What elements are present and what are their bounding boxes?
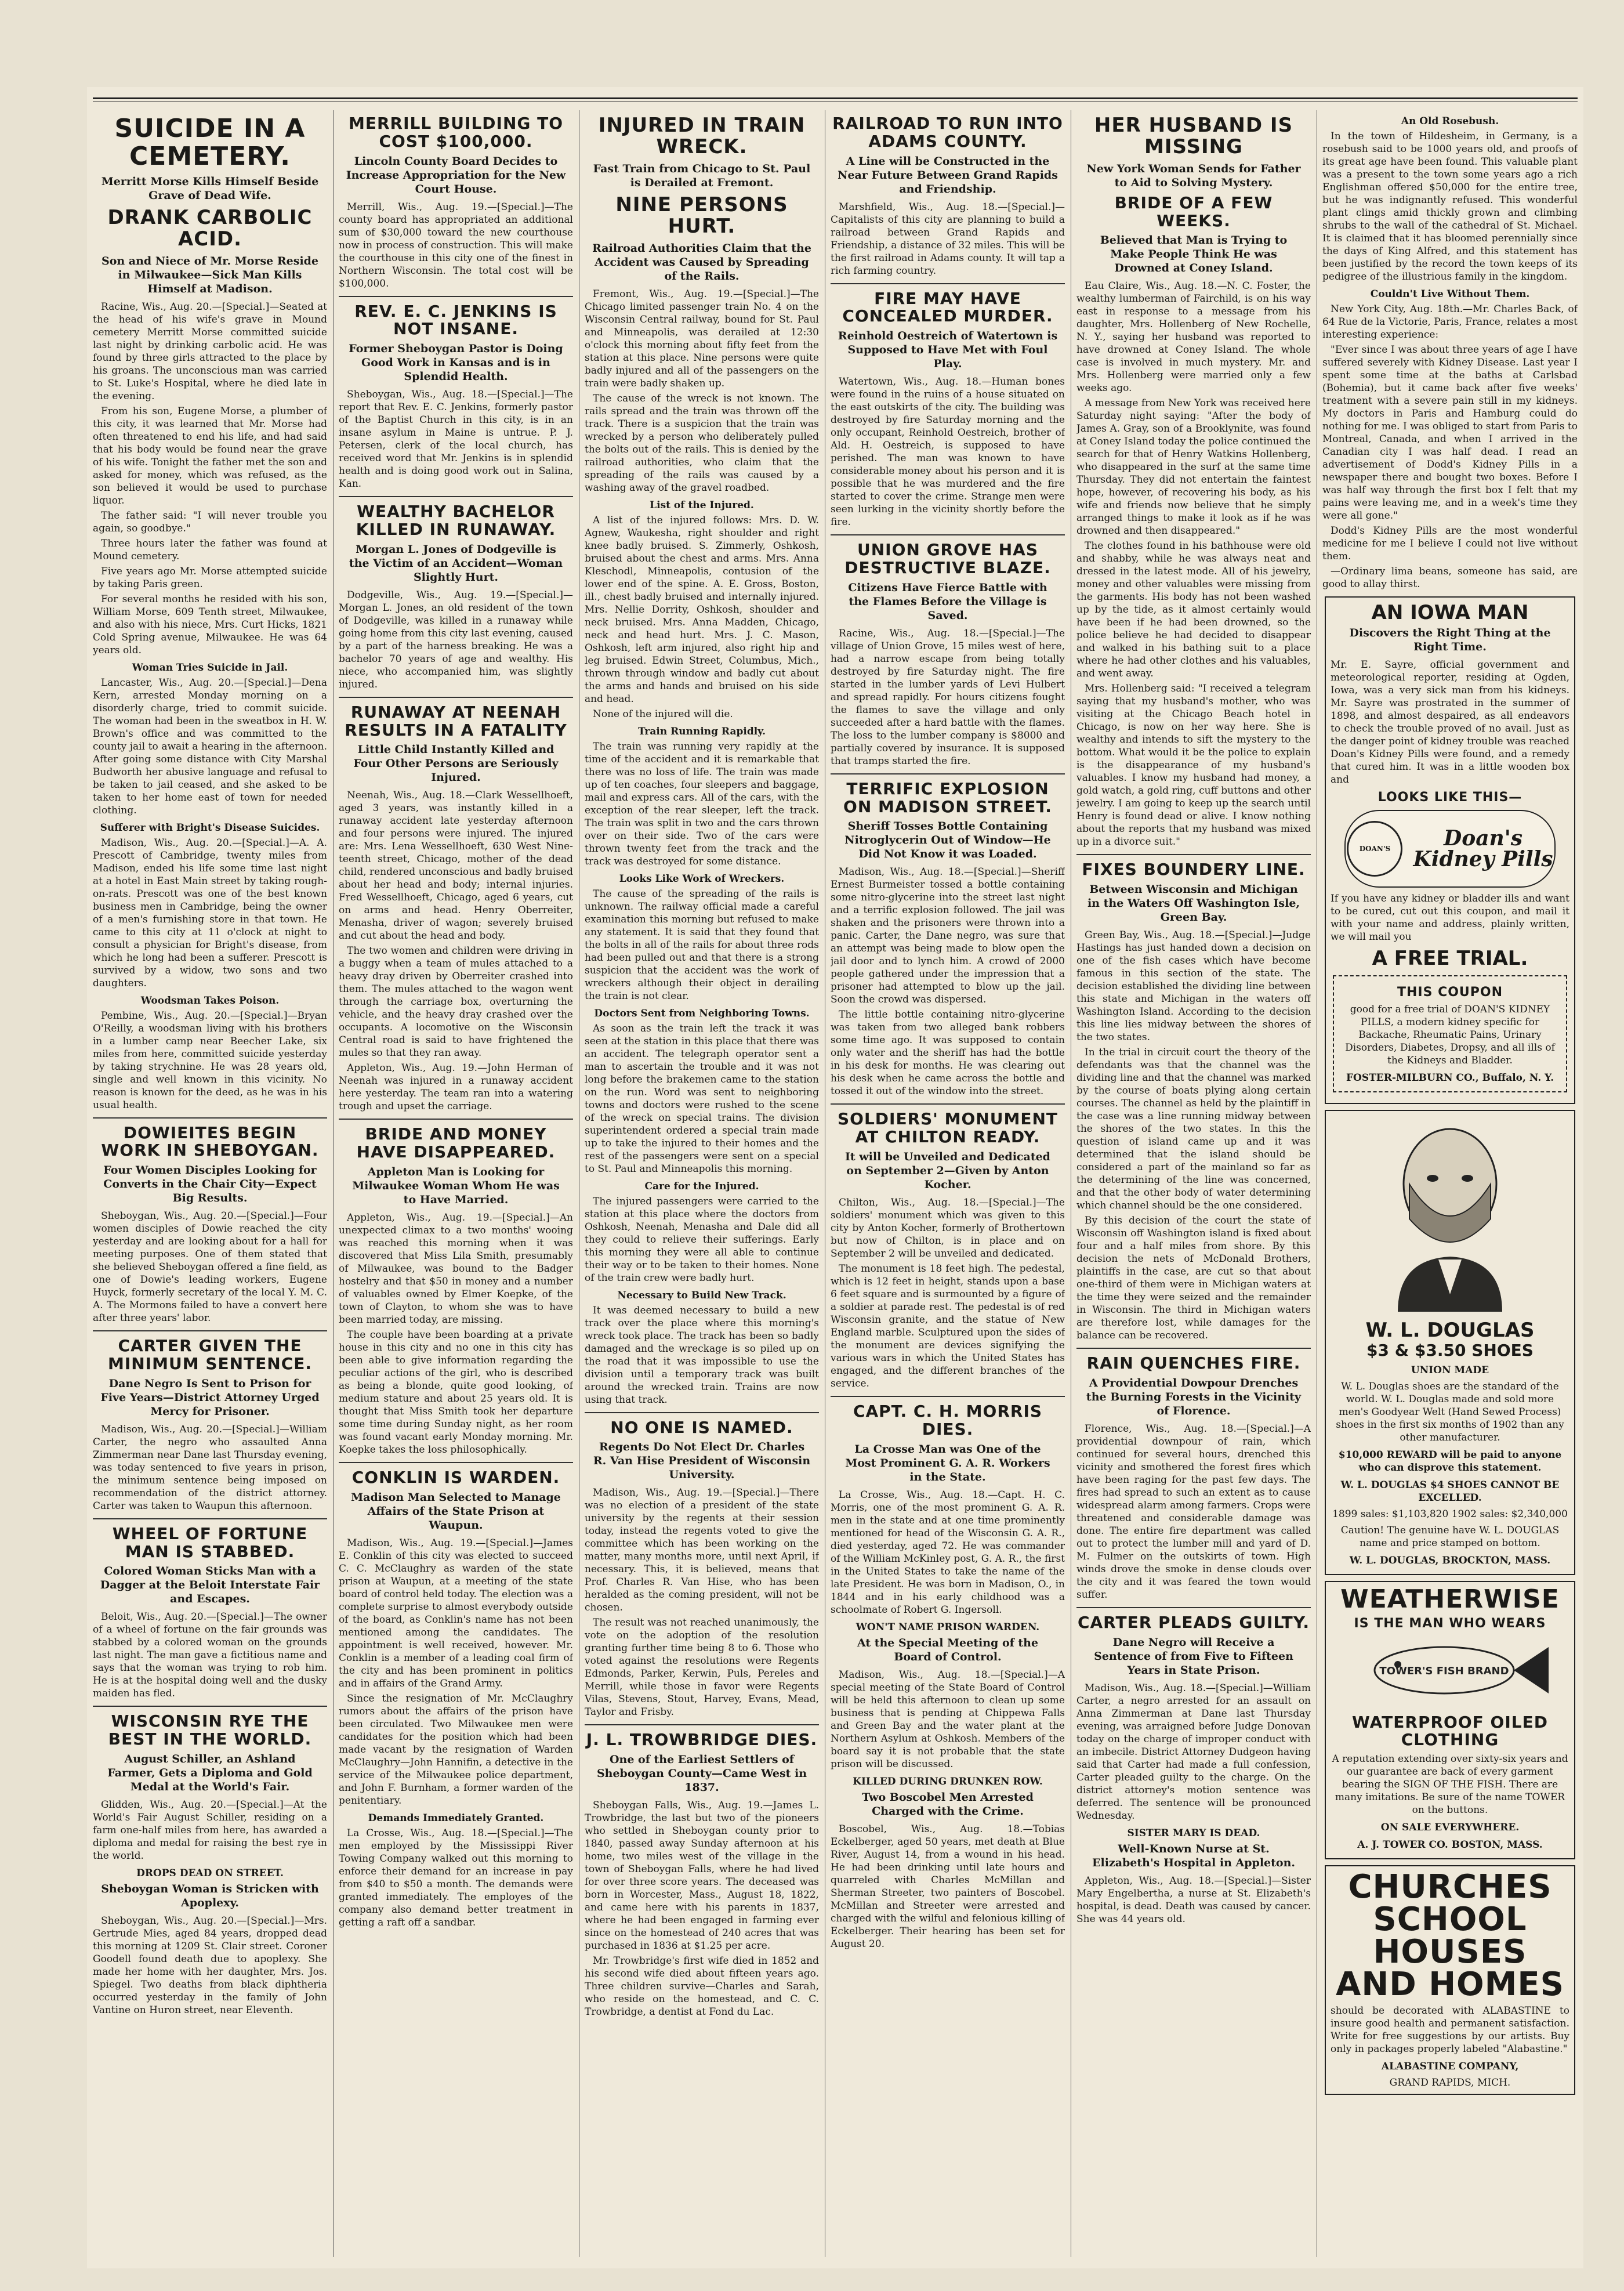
headline: SUICIDE IN A CEMETERY. [114,114,306,172]
divider [339,1119,573,1120]
newspaper-page [87,87,1583,2268]
ad-text: If you have any kidney or bladder ills and want to be cured, cut out this coupon, and mail it with your name and address, plainly written, we will mail you [1331,892,1569,943]
deck: At the Special Meeting of the Board of Control. [857,1636,1039,1663]
paragraph: The couple have been boarding at a private house in this city and no one in this city has been able to give information regarding the peculiar actions of the girl, who is described as being a blonde, quite good looking, of medium stature and about 25 years old. It is thought that Miss Smith took her departure some time during Sunday night, as her room was found vacant early Monday morning. Mr. Koepke takes the loss philosophically. [339,1329,573,1456]
ad-footer: W. L. DOUGLAS, BROCKTON, MASS. [1349,1555,1551,1567]
deck: Fast Train from Chicago to St. Paul is Derailed at Fremont. [593,162,811,189]
ad-heading: LOOKS LIKE THIS— [1378,790,1522,805]
ad-line: WATERPROOF OILED CLOTHING [1352,1712,1548,1750]
paragraph: Appleton, Wis., Aug. 18.—[Special.]—Sister Mary Engelbertha, a nurse at St. Elizabeth's hospital, is dead. Death was caused by cancer. She was 44 years old. [1076,1874,1311,1925]
divider [585,1724,819,1725]
subhead: Couldn't Live Without Them. [1370,288,1530,300]
headline: CAPT. C. H. MORRIS DIES. [853,1401,1043,1439]
headline: DRANK CARBOLIC ACID. [107,205,313,251]
paragraph: The cause of the spreading of the rails is unknown. The railway official made a careful examination this morning but refused to make any statement. It is said that they found that the bolts in all of the rails for about three rods had been pulled out and that there is a strong suspicion that the accident was the work of wreckers although their object in derailing the train is not clear. [585,888,819,1002]
divider [831,283,1065,284]
ad-text: W. L. Douglas shoes are the standard of the world. W. L. Douglas made and sold more men's Goodyear Welt (Hand Sewed Process) shoes in the first six months of 1902 than any other manufacturer. [1336,1381,1564,1444]
deck: Between Wisconsin and Michigan in the Waters Off Washington Isle, Green Bay. [1087,883,1300,924]
paragraph: Mrs. Hollenberg said: "I received a telegram saying that my husband's mother, who was visiting at the Chicago Beach hotel in Chicago, is now on her way here. She is wealthy and intends to sift the mystery to the bottom. What would it be the police to explain is the disappearance of my husband's valuables. I know my husband had money, a gold watch, a gold ring, cuff buttons and other jewelry. I am going to keep up the search until Henry is found dead or alive. I know nothing about the reports that my husband was mixed up in a divorce suit." [1076,683,1311,848]
paragraph: Merrill, Wis., Aug. 19.—[Special.]—The county board has appropriated an additional sum of $30,000 toward the new courthouse now in process of construction. This will make the courthouse in this city one of the finest in Northern Wisconsin. The total cost will be $100,000. [339,201,573,289]
subhead: DROPS DEAD ON STREET. [136,1867,284,1879]
deck: Railroad Authorities Claim that the Accident was Caused by Spreading of the Rails. [592,241,811,283]
paragraph: Pembine, Wis., Aug. 20.—[Special.]—Bryan O'Reilly, a woodsman living with his brothers in a lumber camp near Beecher Lake, six miles from here, committed suicide yesterday by taking strychnine. He was 28 years old, single and well known in this vicinity. No reason is known for the deed, as he was in his usual health. [93,1009,327,1111]
deck: A Providential Dowpour Drenches the Burning Forests in the Vicinity of Florence. [1086,1376,1302,1417]
pill-seal-icon: DOAN'S [1347,821,1402,877]
deck: August Schiller, an Ashland Farmer, Gets a Diploma and Gold Medal at the World's Fair. [107,1752,313,1793]
price-text: W. L. DOUGLAS $4 SHOES CANNOT BE EXCELLED. [1340,1479,1560,1504]
column-3 [585,110,819,2257]
paragraph: Chilton, Wis., Aug. 18.—[Special.]—The soldiers' monument which was given to this city by Anton Kocher, formerly of Brothertown but now of Chilton, is in place and on September 2 will be unveiled and dedicated. [831,1196,1065,1259]
ad-title: AN IOWA MAN [1371,601,1529,624]
divider [1076,1348,1311,1349]
deck: Dane Negro will Receive a Sentence of from Five to Fifteen Years in State Prison. [1094,1635,1293,1677]
ad-line: IS THE MAN WHO WEARS [1354,1616,1546,1631]
headline: CARTER GIVEN THE MINIMUM SENTENCE. [107,1336,313,1373]
headline: UNION GROVE HAS DESTRUCTIVE BLAZE. [844,540,1051,577]
paragraph: Boscobel, Wis., Aug. 18.—Tobias Eckelberger, aged 50 years, met death at Blue River, August 14, from a wound in his head. He had been drinking until late hours and quarreled with Charles McMillan and Sherman Streeter, two painters of Boscobel. McMillan and Streeter were arrested and charged with the wilful and felonious killing of Eckelberger. Their hearing has been set for August 20. [831,1823,1065,1950]
paragraph: "Ever since I was about three years of age I have suffered severely with Kidney Disease. Last year I spent some time at the baths at Carlsbad (Bohemia), but it came back after five weeks' treatment with a severe pain still in my kidneys. My doctors in Paris and Hamburg could do nothing for me. I was obliged to start from Paris to Montreal, Canada, and when I arrived in the Canadian city I was half dead. I read an advertisement of Dodd's Kidney Pills in a newspaper there and bought two boxes. Before I was half way through the first box I felt that my pains were leaving me, and in a week's time they were all gone." [1322,344,1578,522]
ad-footer: ALABASTINE COMPANY, [1381,2061,1519,2073]
deck: Madison Man Selected to Manage Affairs of the State Prison at Waupun. [351,1490,561,1532]
paragraph: The injured passengers were carried to the station at this place where the doctors from Oshkosh, Neenah, Menasha and Dale did all they could to relieve their sufferings. Early this morning they were all able to continue their way or to be taken to their homes. None of the train crew were badly hurt. [585,1195,819,1284]
deck: Reinhold Oestreich of Watertown is Supposed to Have Met with Foul Play. [838,330,1058,371]
paragraph: Florence, Wis., Aug. 18.—[Special.]—A providential downpour of rain, which continued for several hours, drenched this vicinity and smothered the forest fires which have been raging for the past few days. The fires had spread to such an extent as to cause widespread alarm among farmers. Crops were threatened and considerable damage was done. The entire fire department was called out to protect the lumber mill and yard of D. M. Fulmer on the outskirts of town. High winds drove the smoke in dense clouds over the city and it was feared the town would suffer. [1076,1423,1311,1601]
subhead: WON'T NAME PRISON WARDEN. [855,1621,1040,1633]
paragraph: The little bottle containing nitro-glycerine was taken from two alleged bank robbers some time ago. It was supposed to contain only water and the sheriff has had the bottle in his desk for months. He was clearing out his desk when he came across the bottle and tossed it out of the window into the street. [831,1009,1065,1098]
subhead: Train Running Rapidly. [637,725,766,737]
headline: REV. E. C. JENKINS IS NOT INSANE. [354,301,557,339]
paragraph: A list of the injured follows: Mrs. D. W. Agnew, Waukesha, right shoulder and right knee badly bruised. S. Zimmerly, Oshkosh, bruised about the chest and arms. Mrs. Anna Kleschodl, Minneapolis, contusion of the lower end of the spine. A. E. Gross, Boston, ill., chest badly bruised and internally injured. Mrs. Nellie Dorrity, Oshkosh, shoulder and neck bruised. Mrs. Anna Madden, Chicago, neck and head hurt. Mrs. J. C. Mason, Oshkosh, left arm injured, also right hip and leg bruised. Edwin Street, Columbus, Mich., thrown through window and badly cut about the arms and hands and bruised on his side and head. [585,514,819,705]
paragraph: Since the resignation of Mr. McClaughry rumors about the affairs of the prison have been circulated. Two Milwaukee men were candidates for the position which had been made vacant by the resignation of Warden McClaughry—John Hannifin, a detective in the service of the Milwaukee police department, and John F. Burnham, a former warden of the penitentiary. [339,1692,573,1807]
ad-city: GRAND RAPIDS, MICH. [1389,2077,1511,2089]
paragraph: As soon as the train left the track it was seen at the station in this place that there was an accident. The telegraph operator sent a man to ascertain the trouble and it was not long before the brakemen came to the station on the run. Word was sent to neighboring towns and doctors were rushed to the scene of the wreck on special trains. The division superintendent ordered a special train made up to take the injured to their homes and the rest of the passengers were sent on a special to St. Paul and Minneapolis this morning. [585,1022,819,1175]
caution-text: Caution! The genuine have W. L. DOUGLAS name and price stamped on bottom. [1340,1525,1560,1550]
advertisement-alabastine [1325,1865,1575,2095]
paragraph: Sheboygan, Wis., Aug. 20.—[Special.]—Four women disciples of Dowie reached the city yesterday and are looking about for a hall for meeting purposes. One of them stated that she believed Sheboygan offered a fine field, as one of Dowie's leading workers, Eugene Huyck, formerly secretary of the local Y. M. C. A. The Mormons failed to have a convert here after three years' labor. [93,1210,327,1324]
deck: Little Child Instantly Killed and Four Other Persons are Seriously Injured. [353,743,559,784]
portrait-illustration [1363,1120,1537,1312]
headline: MERRILL BUILDING TO COST $100,000. [348,114,564,151]
top-rule-thin [93,101,1578,102]
paragraph: Racine, Wis., Aug. 20.—[Special.]—Seated at the head of his wife's grave in Mound cemetery Merritt Morse committed suicide last night by drinking carbolic acid. He was found by three girls attracted to the place by his groans. The unconscious man was carried to St. Luke's Hospital, where he died late in the evening. [93,301,327,402]
coupon[interactable] [1333,975,1567,1092]
paragraph: Beloit, Wis., Aug. 20.—[Special.]—The owner of a wheel of fortune on the fair grounds was stabbed by a colored woman on the grounds last night. The man gave a fictitious name and says that the woman was trying to rob him. He is at the hospital doing well and the dusky maiden has fled. [93,1611,327,1700]
headline: WHEEL OF FORTUNE MAN IS STABBED. [112,1523,308,1561]
paragraph: In the town of Hildesheim, in Germany, is a rosebush said to be 1000 years old, and proofs of its great age have been found. This valuable plant was a present to the town some years ago a rich Englishman offered $50,000 for the entire tree, but he was indignantly refused. This wonderful plant clings amid thickly grown and climbing shrubs to the wall of the cathedral of St. Michael. It is claimed that it has bloomed perennially since the days of King Alfred, and this statement has been justified by the record the town keeps of its pedigree of the illustrious family in the kingdom. [1322,131,1578,283]
deck: Merritt Morse Kills Himself Beside Grave of Dead Wife. [101,175,319,202]
headline: RAILROAD TO RUN INTO ADAMS COUNTY. [832,114,1063,151]
deck: Lincoln County Board Decides to Increase Appropriation for the New Court House. [346,154,566,196]
deck: One of the Earliest Settlers of Sheboygan County—Came West in 1837. [596,1753,807,1794]
coupon-title: THIS COUPON [1397,985,1503,1000]
advertisement-towers-fish-brand [1325,1581,1575,1859]
divider [585,1412,819,1413]
subhead: Woman Tries Suicide in Jail. [132,661,288,674]
paragraph: Madison, Wis., Aug. 20.—[Special.]—William Carter, the negro who assaulted Anna Zimmerman near Dane last Thursday evening, was today sentenced to five years in prison, the minimum sentence being imposed on recommendation of the district attorney. Carter was taken to Waupun this afternoon. [93,1423,327,1512]
paragraph: Madison, Wis., Aug. 18.—[Special.]—A special meeting of the State Board of Control will be held this afternoon to clean up some business that is pending at Chippewa Falls and Green Bay and the water plant at the Northern Asylum at Oshkosh. Members of the board say it is not probable that the state prison will be discussed. [831,1669,1065,1770]
headline: FIXES BOUNDERY LINE. [1082,860,1306,880]
headline: BRIDE AND MONEY HAVE DISAPPEARED. [356,1124,556,1162]
ad-text: should be decorated with ALABASTINE to insure good health and permanent satisfaction. Write for free suggestions by our artists. Buy only in packages properly labeled "Alabastine." [1331,2005,1569,2055]
paragraph: Neenah, Wis., Aug. 18.—Clark Wessellhoeft, aged 3 years, was instantly killed in a runaway accident late yesterday afternoon and four persons were injured. The injured are: Mrs. Lena Wessellhoeft, 630 West Nine-teenth street, Chicago, mother of the dead child, rendered unconscious and badly bruised about her head and body; internal injuries. Fred Wessellhoeft, Chicago, aged 6 years, cut on arms and head. Henry Oberreiter, Menasha, driver of wagon; severely bruised and cut about the head and body. [339,790,573,942]
deck: Former Sheboygan Pastor is Doing Good Work in Kansas and is in Splendid Health. [349,342,563,383]
ad-headline: AND HOMES [1336,1966,1564,2004]
deck: Well-Known Nurse at St. Elizabeth's Hospital in Appleton. [1092,1842,1295,1869]
headline: RAIN QUENCHES FIRE. [1086,1353,1301,1373]
headline: NINE PERSONS HURT. [615,193,788,238]
ad-text: A reputation extending over sixty-six years and our guarantee are back of every garment bearing the SIGN OF THE FISH. There are many imitations. Be sure of the name TOWER on the buttons. [1332,1753,1568,1816]
coupon-footer: FOSTER-MILBURN CO., Buffalo, N. Y. [1346,1072,1554,1084]
deck: Dane Negro Is Sent to Prison for Five Years—District Attorney Urged Mercy for Prisoner. [100,1377,320,1418]
paragraph: The result was not reached unanimously, the vote on the adoption of the resolution granting further time being 8 to 6. Those who voted against the resolutions were Regents Edmonds, Parker, Kerwin, Puls, Pereles and Merrill, while those in favor were Regents Vilas, Stevens, Stout, Harvey, Evans, Mead, Taylor and Frisby. [585,1617,819,1718]
divider [93,1117,327,1119]
paragraph: Sheboygan, Wis., Aug. 18.—[Special.]—The report that Rev. E. C. Jenkins, formerly pastor of the Baptist Church in this city, is in an insane asylum in Maine is untrue. P. J. Petersen, clerk of the local church, has received word that Mr. Jenkins is in splendid health and is doing good work out in Salina, Kan. [339,389,573,490]
column-1 [93,110,327,2257]
top-rule [93,97,1578,99]
headline: FIRE MAY HAVE CONCEALED MURDER. [842,288,1053,326]
paragraph: The monument is 18 feet high. The pedestal, which is 12 feet in height, stands upon a base 6 feet square and is surmounted by a figure of a soldier at parade rest. The pedestal is of red Wisconsin granite, and the statue of New England marble. Sculptured upon the sides of the monument are devices signifying the various wars in which the United States has engaged, and the different branches of the service. [831,1262,1065,1389]
divider [831,1396,1065,1397]
headline: BRIDE OF A FEW WEEKS. [1114,193,1273,230]
subhead: Looks Like Work of Wreckers. [619,873,785,885]
paragraph: Green Bay, Wis., Aug. 18.—[Special.]—Judge Hastings has just handed down a decision on one of the fish cases which have become famous in this section of the state. The decision established the dividing line between this state and Michigan in the waters off Washington Island. According to the decision this line lies midway between the shores of the two states. [1076,929,1311,1044]
ad-headline: CHURCHES [1348,1868,1552,1906]
subhead: Demands Immediately Granted. [368,1812,544,1824]
column-5 [1076,110,1311,2257]
subhead: Sufferer with Bright's Disease Suicides. [100,821,320,834]
paragraph: Madison, Wis., Aug. 19.—[Special.]—James E. Conklin of this city was elected to succeed C. C. McClaughry as warden of the state prison at Waupun, at a meeting of the state board of control held today. The election was a complete surprise to almost everybody outside of the board, as Conklin's name has not been mentioned among the candidates. The appointment is well received, however. Mr. Conklin is a member of a leading coal firm of the city and has been prominent in politics and in affairs of the Grand Army. [339,1537,573,1689]
paragraph: Madison, Wis., Aug. 18.—[Special.]—Sheriff Ernest Burmeister tossed a bottle containing some nitro-glycerine into the street last night and a terrific explosion followed. The jail was shaken and the prisoners were thrown into a panic. Carter, the Dane negro, was sure that an attempt was being made to blow open the jail door and to lynch him. A crowd of 2000 people gathered under the impression that a prisoner had attempted to blow up the jail. Soon the crowd was dispersed. [831,866,1065,1006]
subhead: KILLED DURING DRUNKEN ROW. [853,1775,1043,1787]
divider [831,1103,1065,1105]
deck: La Crosse Man was One of the Most Prominent G. A. R. Workers in the State. [845,1442,1050,1483]
ad-text: Mr. E. Sayre, official government and meteorological reporter, residing at Ogden, Iowa, was a very sick man from his kidneys. Mr. Sayre was prostrated in the summer of 1898, and almost despaired, as all endeavors to check the trouble proved of no avail. Just as the danger point of kidney trouble was reached Doan's Kidney Pills were found, and a remedy that cured him. It was in a little wooden box and [1331,659,1569,786]
paragraph: La Crosse, Wis., Aug. 18.—Capt. H. C. Morris, one of the most prominent G. A. R. men in the state and at one time prominently mentioned for head of the Wisconsin G. A. R., died yesterday, aged 72. He was commander of the William McKinley post, G. A. R., the first in the United States to take the name of the late President. He was born in Madison, O., in 1844 and in his early childhood was a schoolmate of Robert G. Ingersoll. [831,1489,1065,1616]
paragraph: Eau Claire, Wis., Aug. 18.—N. C. Foster, the wealthy lumberman of Fairchild, is on his way east in response to a message from his daughter, Mrs. Hollenberg of New Rochelle, N. Y., saying her husband was reported to have drowned at Coney Island. The whole case is involved in much mystery. Mr. and Mrs. Hollenberg were married only a few weeks ago. [1076,280,1311,394]
divider [339,296,573,297]
headline: HER HUSBAND IS MISSING [1094,114,1293,159]
divider [1076,854,1311,855]
advertisement-iowa-man [1325,596,1575,1104]
divider [831,534,1065,535]
paragraph: From his son, Eugene Morse, a plumber of this city, it was learned that Mr. Morse had often threatened to end his life, and had said that his body would be found near the grave of his wife. Tonight the father met the son and asked for money, which was refused, as the son believed it would be used to purchase liquor. [93,405,327,506]
ad-title: W. L. DOUGLAS [1365,1319,1535,1342]
paragraph: The clothes found in his bathhouse were old and shabby, while he was always neat and dressed in the latest mode. All of his jewelry, money and other valuables were missing from the garments. His body has not been washed up by the tide, as it almost certainly would have been if he had been drowned, so the police believe he had decided to disappear and walked in his bathing suit to a place where he had other clothes and his valuables, and went away. [1076,540,1311,680]
paragraph: Madison, Wis., Aug. 18.—[Special.]—William Carter, a negro arrested for an assault on Anna Zimmerman at Dane last Thursday evening, was arraigned before Judge Donovan today on the charge of improper conduct with an imbecile. District Attorney Dudgeon having said that Carter had made a full confession, Carter pleaded guilty to the charge. On the district attorney's motion sentence was deferred. The sentence will be pronounced Wednesday. [1076,1682,1311,1822]
deck: Sheboygan Woman is Stricken with Apoplexy. [101,1882,319,1909]
paragraph: None of the injured will die. [593,708,733,720]
divider [1076,1607,1311,1608]
advertisement-douglas-shoes [1325,1110,1575,1575]
paragraph: Fremont, Wis., Aug. 19.—[Special.]—The Chicago limited passenger train No. 4 on the Wisconsin Central railway, bound for St. Paul and Minneapolis, was derailed at 12:30 o'clock this morning about fifty feet from the station at this place. Nine persons were quite badly injured and all of the passengers on the train were badly shaken up. [585,288,819,389]
paragraph: La Crosse, Wis., Aug. 18.—[Special.]—The men employed by the Mississippi River Towing Company walked out this morning to enforce their demand for an increase in pay from $40 to $50 a month. The demands were granted immediately. The employes of the company also demand better treatment in getting a raft off a sandbar. [339,1827,573,1928]
deck: New York Woman Sends for Father to Aid to Solving Mystery. [1086,162,1301,189]
headline: SOLDIERS' MONUMENT AT CHILTON READY. [837,1109,1058,1147]
deck: A Line will be Constructed in the Near Future Between Grand Rapids and Friendship. [838,154,1058,196]
headline: RUNAWAY AT NEENAH RESULTS IN A FATALITY [345,702,567,740]
subhead: Doctors Sent from Neighboring Towns. [594,1007,810,1019]
subhead: Necessary to Build New Track. [617,1289,786,1301]
union-badge: UNION MADE [1411,1365,1489,1377]
divider [339,697,573,698]
doans-pill-box-illustration [1344,810,1556,888]
fish-brand-icon [1346,1638,1554,1702]
reward-text: $10,000 REWARD will be paid to anyone who can disprove this statement. [1338,1449,1562,1474]
headline: INJURED IN TRAIN WRECK. [598,114,806,159]
paragraph: Sheboygan Falls, Wis., Aug. 19.—James L. Trowbridge, the last but two of the pioneers who settled in Sheboygan county prior to 1840, passed away Sunday afternoon at his home, two miles west of the village in the town of Sheboygan Falls, where he had lived for over three score years. The deceased was born in Worcester, Mass., August 18, 1822, and came here with his parents in 1837, where he had been engaged in farming ever since on the homestead of 240 acres that was purchased in 1836 at $1.25 per acre. [585,1800,819,1952]
ad-headline: WEATHERWISE [1340,1584,1560,1615]
deck: It will be Unveiled and Dedicated on September 2—Given by Anton Kocher. [845,1150,1050,1191]
subhead: List of the Injured. [650,499,754,511]
brand-name: Kidney Pills [1413,846,1553,871]
paragraph: The two women and children were driving in a buggy when a team of mules attached to a heavy dray driven by Oberreiter crashed into them. The mules attached to the wagon went through the carriage box, overturning the vehicle, and the heavy dray crashed over the occupants. A locomotive on the Wisconsin Central road is said to have frightened the mules so that they ran away. [339,945,573,1059]
headline: TERRIFIC EXPLOSION ON MADISON STREET. [843,779,1052,816]
divider [93,1518,327,1519]
deck: Four Women Disciples Looking for Converts in the Chair City—Expect Big Results. [103,1164,317,1205]
divider [339,1462,573,1463]
deck: Two Boscobel Men Arrested Charged with the Crime. [862,1790,1034,1818]
divider [93,1706,327,1707]
column-6 [1322,110,1578,2257]
deck: Colored Woman Sticks Man with a Dagger at the Beloit Interstate Fair and Escapes. [100,1565,320,1606]
paragraph: Three hours later the father was found at Mound cemetery. [93,537,327,562]
column-4 [831,110,1065,2257]
paragraph: Five years ago Mr. Morse attempted suicide by taking Paris green. [93,565,327,590]
deck: Citizens Have Fierce Battle with the Flames Before the Village is Saved. [848,581,1047,622]
ad-line: ON SALE EVERYWHERE. [1380,1822,1520,1834]
headline: NO ONE IS NAMED. [610,1417,793,1437]
paragraph: By this decision of the court the state of Wisconsin off Washington island is fixed about four and a half miles from shore. By this decision the nets of McDonald Brothers, plaintiffs in the case, are cut so that about one-third of them were in Michigan waters at the time they were seized and the remainder in Wisconsin. The third in Michigan waters are therefore lost, while damages for the balance can be recovered. [1076,1215,1311,1342]
ad-footer: A. J. TOWER CO. BOSTON, MASS. [1357,1839,1543,1851]
sales-text: 1899 sales: $1,103,820 1902 sales: $2,340,000 [1332,1508,1568,1521]
paragraph: Appleton, Wis., Aug. 19.—[Special.]—An unexpected climax to a two months' wooing was reached this morning when it was discovered that Miss Lila Smith, presumably of Milwaukee, was bound to the Badger hostelry and that $50 in money and a number of valuables owned by Elmer Koepke, of the town of Clayton, to whom she was to have been married today, are missing. [339,1211,573,1326]
deck: Morgan L. Jones of Dodgeville is the Victim of an Accident—Woman Slightly Hurt. [349,542,563,584]
paragraph: For several months he resided with his son, William Morse, 609 Tenth street, Milwaukee, and also with his niece, Mrs. Curt Hicks, 1821 Cold Spring avenue, Milwaukee. He was 64 years old. [93,593,327,656]
paragraph: Dodgeville, Wis., Aug. 19.—[Special.]—Morgan L. Jones, an old resident of the town of Dodgeville, was killed in a runaway while going home from this city last evening, caused by a part of the harness breaking. He was a bachelor 70 years of age and wealthy. His niece, who accompanied him, was slightly injured. [339,589,573,690]
subhead: An Old Rosebush. [1401,115,1499,127]
paragraph: Sheboygan, Wis., Aug. 20.—[Special.]—Mrs. Gertrude Mies, aged 84 years, dropped dead this morning at 1209 St. Clair street. Coroner Goodell found death due to apoplexy. She made her home with her daughter, Mrs. Jos. Spiegel. Two deaths from black diphtheria occurred yesterday in the family of John Vantine on Huron street, near Eleventh. [93,1914,327,2016]
subhead: SISTER MARY IS DEAD. [1127,1827,1260,1839]
subhead: Care for the Injured. [644,1180,759,1192]
deck: Appleton Man is Looking for Milwaukee Woman Whom He was to Have Married. [352,1165,560,1206]
paragraph: It was deemed necessary to build a new track over the place where this morning's wreck took place. The track has been so badly damaged and the wreckage is so piled up on the road that it was impossible to use the division until a temporary track was built around the wrecked train. Trains are now using that track. [585,1304,819,1406]
headline: WEALTHY BACHELOR KILLED IN RUNAWAY. [356,502,556,539]
fish-brand-label: TOWER'S FISH BRAND [1379,1664,1509,1677]
paragraph: New York City, Aug. 18th.—Mr. Charles Back, of 64 Rue de la Victorie, Paris, France, relates a most interesting experience: [1322,303,1578,341]
paragraph: Lancaster, Wis., Aug. 20.—[Special.]—Dena Kern, arrested Monday morning on a disorderly charge, tried to commit suicide. The woman had been in the sweatbox in H. W. Brown's office and was committed to the county jail to await a hearing in the afternoon. After going some distance with City Marshal Budworth her abusive language and refusal to be taken to jail ceased, and she asked to be taken to her home east of town for needed clothing. [93,676,327,816]
deck: Believed that Man is Trying to Make People Think He was Drowned at Coney Island. [1100,234,1288,275]
headline: J. L. TROWBRIDGE DIES. [586,1730,818,1750]
ad-title: A FREE TRIAL. [1372,946,1528,970]
ad-subtitle: $3 & $3.50 SHOES [1366,1340,1534,1360]
deck: Regents Do Not Elect Dr. Charles R. Van Hise President of Wisconsin University. [593,1441,811,1482]
ad-subtitle: Discovers the Right Thing at the Right Time. [1349,627,1551,654]
column-2 [339,110,573,2257]
paragraph: —Ordinary lima beans, someone has said, are good to allay thirst. [1322,566,1578,590]
brand-name: Doan's [1443,826,1523,850]
paragraph: Madison, Wis., Aug. 20.—[Special.]—A. A. Prescott of Cambridge, twenty miles from Madison, ended his life some time last night at a hotel in East Main street by taking rough-on-rats. Prescott was one of the best known business men in Cambridge, being the owner of a men's furnishing store in that town. He came to this city at 11 o'clock at night to consult a physician for Bright's disease, from which he long had been a sufferer. Prescott is survived by a widow, two sons and two daughters. [93,837,327,989]
paragraph: In the trial in circuit court the theory of the defendants was that the channel was the dividing line and that the channel was marked by the course of boats plying along certain courses. The channel as held by the plaintiff in the case was a line running midway between the shores of the two states. In this the question of island came up and it was determined that the island should be considered a part of the mainland so far as the determining of the line was concerned, and that the other body of water determining which channel should be the one considered. [1076,1047,1311,1212]
paragraph: A message from New York was received here Saturday night saying: "After the body of James A. Gray, son of a Brooklynite, was found at Coney Island today the police continued the search for that of Henry Watkins Hollenberg, who disappeared in the surf at the same time Thursday. They did not entertain the faintest hope, however, of recovering his body, as his wife and friends now believe that he simply arranged things to make it look as if he was drowned and then disappeared." [1076,397,1311,537]
divider [93,1330,327,1331]
paragraph: Watertown, Wis., Aug. 18.—Human bones were found in the ruins of a house situated on the east outskirts of the city. The building was destroyed by fire Saturday morning and the only occupant, Reinhold Oestreich, brother of Ald. H. Oestreich, is supposed to have perished. The man was known to have considerable money about his person and it is possible that he was murdered and the fire started to cover the crime. Strange men were seen lurking in the vicinity shortly before the fire. [831,376,1065,529]
headline: DOWIEITES BEGIN WORK IN SHEBOYGAN. [101,1123,319,1160]
headline: CARTER PLEADS GUILTY. [1077,1612,1310,1632]
deck: Sheriff Tosses Bottle Containing Nitroglycerin Out of Window—He Did Not Know it was Loaded. [844,820,1051,861]
deck: Son and Niece of Mr. Morse Reside in Milwaukee—Sick Man Kills Himself at Madison. [101,254,319,295]
subhead: Woodsman Takes Poison. [140,994,280,1007]
divider [831,773,1065,774]
paragraph: Mr. Trowbridge's first wife died in 1852 and his second wife died about fifteen years ago. Three children survive—Charles and Sarah, who reside on the homestead, and C. C. Trowbridge, a dentist at Fond du Lac. [585,1955,819,2018]
paragraph: Dodd's Kidney Pills are the most wonderful medicine for me I believe I could not live without them. [1322,525,1578,562]
headline: CONKLIN IS WARDEN. [351,1467,560,1487]
paragraph: The father said: "I will never trouble you again, so goodbye." [93,509,327,534]
paragraph: Marshfield, Wis., Aug. 18.—[Special.]—Capitalists of this city are planning to build a railroad between Grand Rapids and Friendship, a distance of 32 miles. This will be the first railroad in Adams county. It will tap a rich farming country. [831,201,1065,277]
divider [339,496,573,497]
paragraph: Madison, Wis., Aug. 19.—[Special.]—There was no election of a president of the state university by the regents at their session today, instead the regents voted to give the committee which has been working on the matter, many months more, until next April, if necessary. This, it is believed, means that Prof. Charles R. Van Hise, who has been heralded as the coming president, will not be chosen. [585,1487,819,1614]
paragraph: The train was running very rapidly at the time of the accident and it is remarkable that there was no loss of life. The train was made up of ten coaches, four sleepers and baggage, mail and express cars. All of the cars, with the exception of the rear sleeper, left the track. The train was split in two and the cars thrown over on their side. Two of the cars were thrown twenty feet from the track and the track was destroyed for some distance. [585,740,819,867]
paragraph: Glidden, Wis., Aug. 20.—[Special.]—At the World's Fair August Schiller, residing on a farm one-half miles from here, has awarded a diploma and medal for raising the best rye in the world. [93,1798,327,1862]
paragraph: Appleton, Wis., Aug. 19.—John Herman of Neenah was injured in a runaway accident here yesterday. The team ran into a watering trough and upset the carriage. [339,1062,573,1113]
column-divider [333,110,334,2257]
coupon-text: good for a free trial of DOAN'S KIDNEY PILLS, a modern kidney specific for Backache, Rheumatic Pains, Urinary Disorders, Diabetes, Dropsy, and all ills of the Kidneys and Bladder. [1345,1004,1555,1067]
headline: WISCONSIN RYE THE BEST IN THE WORLD. [108,1711,312,1749]
ad-headline: SCHOOL HOUSES [1373,1901,1527,1971]
paragraph: Racine, Wis., Aug. 18.—[Special.]—The village of Union Grove, 15 miles west of here, had a narrow escape from being totally destroyed by fire Saturday night. The fire started in the lumber yards of Levi Hulbert and spread rapidly. For hours citizens fought the flames to save the village and only succeeded after a hard battle with the flames. The loss to the lumber company is $8000 and partially covered by insurance. It is supposed that tramps started the fire. [831,627,1065,767]
paragraph: The cause of the wreck is not known. The rails spread and the train was thrown off the track. There is a suspicion that the train was wrecked by a person who deliberately pulled the bolts out of the rails. This is denied by the railroad authorities, who claim that the spreading of the rails was caused by a washing away of the gravel roadbed. [585,392,819,494]
